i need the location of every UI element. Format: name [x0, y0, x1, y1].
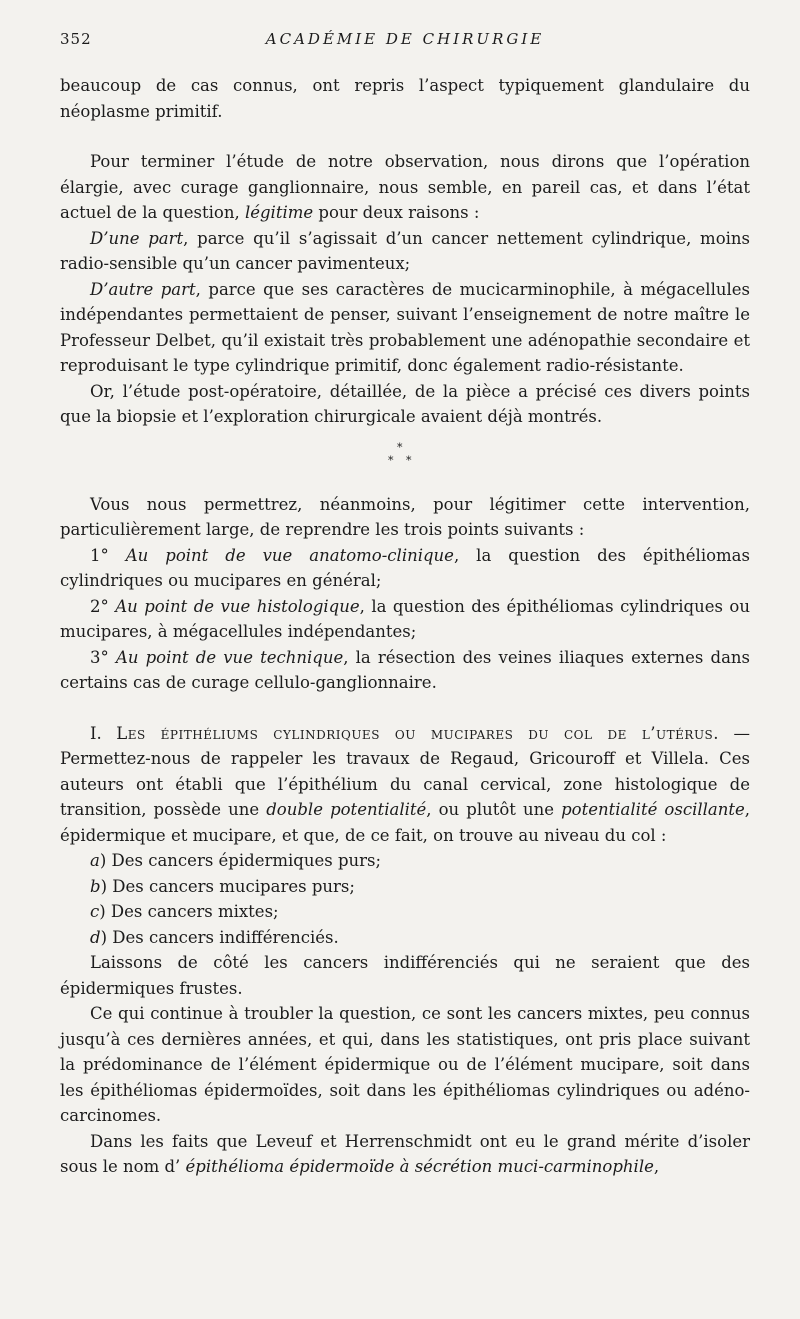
- section-one-paragraph: [60, 721, 750, 849]
- paragraph-text: — Permettez-nous de rappeler les travaux de Regaud, Gricouroff et Villela. Ces auteurs ont établi que l’épithélium du canal cervical, zone histologique de transition, possède une: [60, 723, 751, 819]
- section-title: Les épithéliums cylindriques ou mucipares du col de l’utérus.: [116, 723, 720, 743]
- paragraph-continuation: beaucoup de cas connus, ont repris l’aspect typiquement glandulaire du néoplasme primitif.: [60, 76, 750, 121]
- cancer-item-b: b) Des cancers mucipares purs;: [90, 876, 355, 896]
- list-letter: d: [90, 927, 101, 947]
- list-letter: a: [90, 851, 100, 870]
- emphasis-text: légitime: [244, 203, 314, 222]
- paragraph-intro-points: Vous nous permettrez, néanmoins, pour légitimer cette intervention, particulièrement large, de reprendre les trois points suivants :: [60, 494, 750, 539]
- emphasis-text: Au point de vue histologique: [115, 596, 360, 616]
- point-text: , la question des épithéliomas cylindriques ou mucipares en général;: [60, 545, 750, 590]
- asterism-star: *: [406, 453, 412, 467]
- list-text: Des cancers mucipares purs;: [107, 876, 355, 896]
- paragraph-text: Pour terminer l’étude de notre observation, nous dirons que l’opération élargie, avec curage ganglionnaire, nous semble, en pareil cas, et dans l’état actuel de la question,: [60, 152, 750, 222]
- paragraph-text: Dans les faits que Leveuf et Herrenschmidt ont eu le grand mérite d’isoler sous le nom d’: [60, 1131, 750, 1176]
- asterism-star: *: [397, 440, 403, 454]
- paragraph-text: , parce qu’il s’agissait d’un cancer nettement cylindrique, moins radio-sensible qu’un cancer pavimenteux;: [60, 228, 751, 273]
- body-text: [60, 73, 750, 1180]
- point-item-2: [60, 594, 750, 645]
- running-head: [60, 30, 750, 54]
- paragraph-text: pour deux raisons :: [313, 203, 480, 222]
- asterism-divider: [60, 442, 750, 492]
- point-text: , la question des épithéliomas cylindriques ou mucipares, à mégacellules indépendantes;: [60, 596, 750, 641]
- paragraph-text: ,: [653, 1157, 660, 1176]
- point-number: 3°: [90, 647, 109, 667]
- list-text: Des cancers mixtes;: [105, 902, 279, 921]
- emphasis-text: potentialité oscillante: [561, 800, 745, 819]
- asterism-star: *: [388, 453, 394, 467]
- paragraph-text: , ou plutôt une: [426, 800, 562, 819]
- paragraph-mixed-cancers: Ce qui continue à troubler la question, ce sont les cancers mixtes, peu connus jusqu’à ces dernières années, et qui, dans les statistiques, ont pris place suivant la prédominance de l’élément épidermique ou de l’élément mucipare, soit dans les épithéliomas épidermoïdes, soit dans les épithéliomas cylindriques ou adéno-carcinomes.: [60, 1004, 750, 1125]
- list-text: Des cancers épidermiques purs;: [106, 851, 382, 870]
- emphasis-text: Au point de vue technique: [115, 647, 344, 667]
- paragraph-leveuf: [60, 1129, 750, 1180]
- cancer-item-c: c) Des cancers mixtes;: [90, 902, 279, 921]
- list-text: Des cancers indifférenciés.: [107, 927, 339, 947]
- section-number: I.: [90, 723, 102, 743]
- point-item-3: [60, 645, 750, 696]
- emphasis-text: D’autre part: [90, 279, 196, 299]
- journal-title: ACADÉMIE DE CHIRURGIE: [265, 30, 545, 48]
- list-letter: c: [90, 902, 100, 921]
- emphasis-text: Au point de vue anatomo-clinique: [125, 545, 454, 565]
- point-item-1: [60, 543, 750, 594]
- paragraph-text: , parce que ses caractères de mucicarminophile, à mégacellules indépendantes permettaient de penser, suivant l’enseignement de notre maître le Professeur Delbet, qu’il existait très probablement une adénopathie secondaire et reproduisant le type cylindrique primitif, donc également radio-résistante.: [60, 279, 750, 375]
- emphasis-text: double potentialité: [266, 800, 427, 819]
- list-letter: b: [90, 876, 101, 896]
- cancer-item-a: a) Des cancers épidermiques purs;: [90, 851, 382, 870]
- paragraph-first-reason: [60, 226, 750, 277]
- point-number: 2°: [90, 596, 109, 616]
- paragraph-text: , épidermique et mucipare, et que, de ce fait, on trouve au niveau du col :: [60, 800, 751, 845]
- emphasis-text: épithélioma épidermoïde à sécrétion muci-carminophile: [185, 1157, 654, 1176]
- point-text: , la résection des veines iliaques externes dans certains cas de curage cellulo-ganglionnaire.: [60, 647, 750, 692]
- page-number: 352: [60, 30, 92, 48]
- paragraph-conclusion: [60, 149, 750, 226]
- paragraph-undifferentiated: Laissons de côté les cancers indifférenciés qui ne seraient que des épidermiques frustes.: [60, 953, 750, 998]
- paragraph-second-reason: [60, 277, 750, 379]
- cancer-item-d: d) Des cancers indifférenciés.: [90, 927, 339, 947]
- emphasis-text: D’une part: [90, 228, 184, 248]
- paragraph-post-op: Or, l’étude post-opératoire, détaillée, de la pièce a précisé ces divers points que la biopsie et l’exploration chirurgicale avaient déjà montrés.: [60, 381, 750, 426]
- point-number: 1°: [90, 545, 109, 565]
